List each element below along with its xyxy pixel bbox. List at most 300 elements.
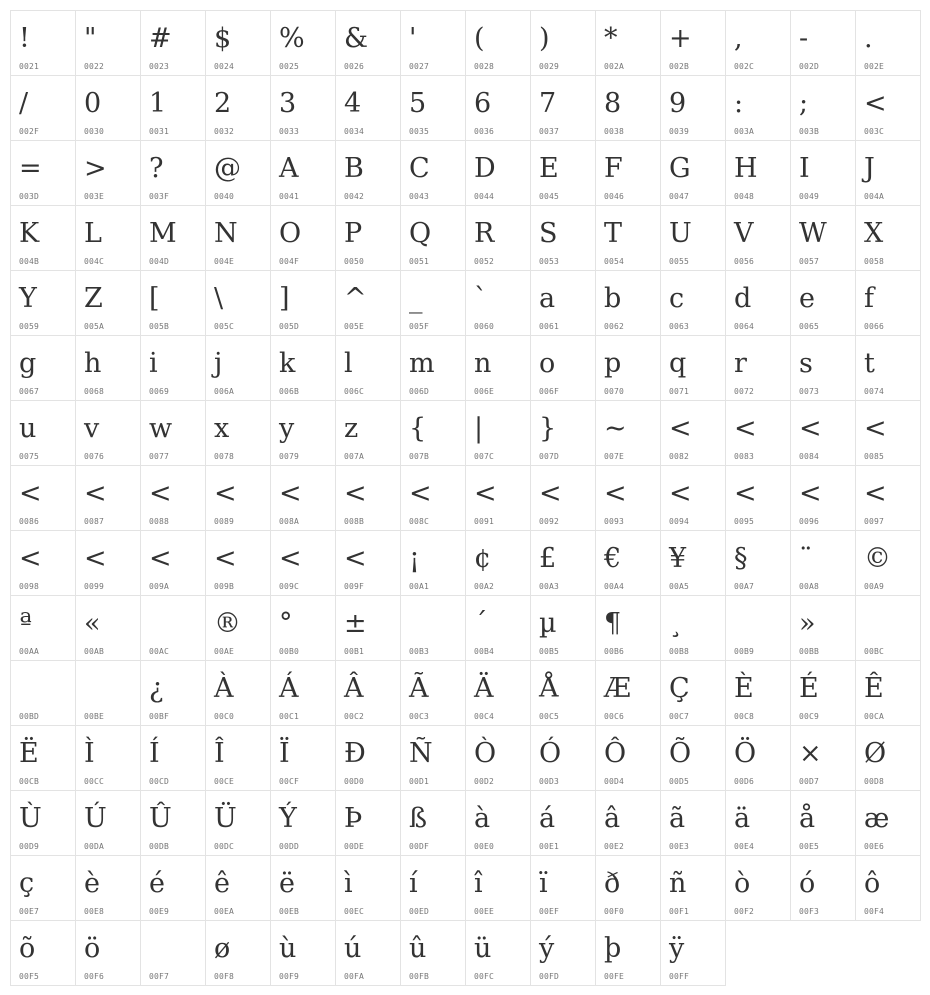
glyph-character: <: [864, 478, 887, 509]
glyph-codepoint: 0045: [539, 192, 560, 201]
glyph-character: v: [84, 413, 100, 444]
glyph-cell: [205, 465, 271, 531]
glyph-codepoint: 002F: [19, 127, 40, 136]
glyph-character: Ù: [19, 803, 42, 834]
glyph-character: $: [214, 23, 232, 54]
glyph-cell: [140, 595, 206, 661]
glyph-character: ò: [734, 868, 751, 899]
glyph-character: #: [149, 23, 172, 54]
glyph-cell: [10, 920, 76, 986]
glyph-codepoint: 00CD: [149, 777, 170, 786]
glyph-cell: [465, 920, 531, 986]
glyph-character: ¢: [474, 543, 492, 574]
glyph-codepoint: 0059: [19, 322, 40, 331]
glyph-cell: [465, 335, 531, 401]
glyph-character: ¶: [604, 608, 622, 639]
glyph-character: L: [84, 218, 102, 249]
glyph-cell: [530, 140, 596, 206]
glyph-cell: [140, 855, 206, 921]
glyph-character: [: [149, 283, 160, 314]
glyph-codepoint: 00D6: [734, 777, 755, 786]
glyph-codepoint: 00EB: [279, 907, 300, 916]
glyph-character: <: [279, 478, 302, 509]
glyph-cell: [10, 725, 76, 791]
glyph-character: (: [474, 23, 485, 54]
glyph-character: Z: [84, 283, 103, 314]
glyph-character: P: [344, 218, 363, 249]
glyph-cell: [725, 530, 791, 596]
glyph-cell: [660, 530, 726, 596]
glyph-cell: [725, 725, 791, 791]
glyph-character: <: [734, 478, 757, 509]
glyph-character: <: [279, 543, 302, 574]
glyph-character: 0: [84, 88, 102, 119]
glyph-cell: [725, 75, 791, 141]
glyph-codepoint: 005D: [279, 322, 300, 331]
glyph-character: Þ: [344, 803, 363, 834]
glyph-codepoint: 00F8: [214, 972, 235, 981]
glyph-cell: [465, 140, 531, 206]
glyph-codepoint: 007E: [604, 452, 625, 461]
glyph-cell: [790, 530, 856, 596]
glyph-character: 4: [344, 88, 362, 119]
glyph-codepoint: 00A3: [539, 582, 560, 591]
glyph-codepoint: 00CC: [84, 777, 105, 786]
glyph-cell: [465, 270, 531, 336]
glyph-character: Í: [149, 738, 160, 769]
glyph-cell: [75, 465, 141, 531]
glyph-codepoint: 00C4: [474, 712, 495, 721]
glyph-cell: [790, 400, 856, 466]
glyph-character: %: [279, 23, 305, 54]
glyph-character: <: [864, 88, 887, 119]
glyph-character: q: [669, 348, 687, 379]
glyph-cell: [400, 140, 466, 206]
glyph-character: ): [539, 23, 550, 54]
glyph-cell: [335, 465, 401, 531]
glyph-cell: [595, 465, 661, 531]
glyph-character: î: [474, 868, 483, 899]
glyph-character: €: [604, 543, 622, 574]
glyph-character: ù: [279, 933, 297, 964]
glyph-character: È: [734, 673, 754, 704]
glyph-codepoint: 0077: [149, 452, 170, 461]
glyph-character: »: [799, 608, 816, 639]
glyph-character: ¸: [669, 608, 683, 639]
glyph-character: Ï: [279, 738, 290, 769]
glyph-character: ?: [149, 153, 164, 184]
glyph-cell: [400, 595, 466, 661]
glyph-character: <: [669, 413, 692, 444]
glyph-character: 8: [604, 88, 622, 119]
glyph-codepoint: 005C: [214, 322, 235, 331]
glyph-codepoint: 0070: [604, 387, 625, 396]
glyph-cell: [660, 790, 726, 856]
glyph-cell: [75, 530, 141, 596]
glyph-codepoint: 0095: [734, 517, 755, 526]
glyph-character: ó: [799, 868, 816, 899]
glyph-cell: [335, 660, 401, 726]
glyph-character: ": [84, 23, 97, 54]
glyph-cell: [790, 725, 856, 791]
glyph-character: >: [84, 153, 107, 184]
glyph-cell: [270, 530, 336, 596]
glyph-codepoint: 006F: [539, 387, 560, 396]
glyph-cell: [75, 725, 141, 791]
glyph-codepoint: 0028: [474, 62, 495, 71]
glyph-codepoint: 0098: [19, 582, 40, 591]
glyph-character: ]: [279, 283, 290, 314]
glyph-character: Å: [539, 673, 559, 704]
glyph-cell: [595, 140, 661, 206]
glyph-codepoint: 002D: [799, 62, 820, 71]
glyph-cell: [335, 270, 401, 336]
glyph-codepoint: 008C: [409, 517, 430, 526]
glyph-character: ': [409, 23, 417, 54]
glyph-codepoint: 0022: [84, 62, 105, 71]
glyph-cell: [10, 335, 76, 401]
glyph-cell: [335, 790, 401, 856]
glyph-character: ñ: [669, 868, 687, 899]
glyph-cell: [400, 725, 466, 791]
glyph-codepoint: 00CE: [214, 777, 235, 786]
glyph-cell: [205, 660, 271, 726]
glyph-codepoint: 00E2: [604, 842, 625, 851]
glyph-codepoint: 0089: [214, 517, 235, 526]
glyph-codepoint: 0062: [604, 322, 625, 331]
glyph-cell: [660, 140, 726, 206]
glyph-character: Ö: [734, 738, 757, 769]
glyph-cell: [270, 10, 336, 76]
glyph-character: G: [669, 153, 691, 184]
glyph-character: §: [734, 543, 748, 574]
glyph-codepoint: 003D: [19, 192, 40, 201]
glyph-character: <: [19, 478, 42, 509]
glyph-character: Ì: [84, 738, 95, 769]
glyph-cell: [75, 595, 141, 661]
glyph-character: e: [799, 283, 815, 314]
glyph-character: Ç: [669, 673, 690, 704]
glyph-codepoint: 00EC: [344, 907, 365, 916]
glyph-cell: [790, 205, 856, 271]
glyph-codepoint: 00D1: [409, 777, 430, 786]
glyph-cell: [335, 725, 401, 791]
glyph-cell: [400, 530, 466, 596]
glyph-cell: [725, 400, 791, 466]
glyph-cell: [270, 595, 336, 661]
glyph-character: ë: [279, 868, 295, 899]
glyph-character: ±: [344, 608, 367, 639]
glyph-codepoint: 0073: [799, 387, 820, 396]
glyph-cell: [855, 140, 921, 206]
glyph-codepoint: 0041: [279, 192, 300, 201]
glyph-cell: [205, 595, 271, 661]
glyph-cell: [400, 660, 466, 726]
glyph-character: 6: [474, 88, 492, 119]
glyph-codepoint: 0023: [149, 62, 170, 71]
glyph-codepoint: 00D5: [669, 777, 690, 786]
glyph-character: D: [474, 153, 496, 184]
glyph-codepoint: 0063: [669, 322, 690, 331]
glyph-character: 7: [539, 88, 557, 119]
glyph-character: j: [214, 348, 223, 379]
glyph-codepoint: 00B0: [279, 647, 300, 656]
glyph-codepoint: 00A1: [409, 582, 430, 591]
glyph-codepoint: 00D8: [864, 777, 885, 786]
glyph-cell: [660, 920, 726, 986]
glyph-codepoint: 00A7: [734, 582, 755, 591]
glyph-character: <: [409, 478, 432, 509]
glyph-character: 3: [279, 88, 297, 119]
glyph-character: :: [734, 88, 744, 119]
glyph-cell: [335, 140, 401, 206]
glyph-codepoint: 005F: [409, 322, 430, 331]
glyph-cell: [140, 920, 206, 986]
glyph-character: }: [539, 413, 557, 444]
glyph-codepoint: 0027: [409, 62, 430, 71]
glyph-codepoint: 0076: [84, 452, 105, 461]
glyph-codepoint: 006E: [474, 387, 495, 396]
glyph-cell: [725, 465, 791, 531]
glyph-codepoint: 00E4: [734, 842, 755, 851]
glyph-character: K: [19, 218, 40, 249]
glyph-cell: [660, 75, 726, 141]
glyph-codepoint: 00E5: [799, 842, 820, 851]
glyph-cell: [855, 595, 921, 661]
glyph-cell: [530, 530, 596, 596]
glyph-cell: [530, 10, 596, 76]
glyph-cell: [335, 10, 401, 76]
glyph-cell: [10, 530, 76, 596]
glyph-cell: [140, 335, 206, 401]
glyph-character: å: [799, 803, 816, 834]
glyph-cell: [335, 595, 401, 661]
glyph-codepoint: 00DD: [279, 842, 300, 851]
glyph-cell: [465, 75, 531, 141]
glyph-character: I: [799, 153, 810, 184]
glyph-cell: [530, 855, 596, 921]
glyph-character: <: [214, 478, 237, 509]
glyph-cell: [660, 660, 726, 726]
glyph-character: A: [279, 153, 299, 184]
glyph-character: «: [84, 608, 101, 639]
glyph-codepoint: 009A: [149, 582, 170, 591]
glyph-cell: [205, 205, 271, 271]
glyph-cell: [595, 270, 661, 336]
glyph-cell: [855, 75, 921, 141]
glyph-cell: [10, 205, 76, 271]
glyph-cell: [400, 465, 466, 531]
glyph-codepoint: 00B6: [604, 647, 625, 656]
glyph-codepoint: 0049: [799, 192, 820, 201]
glyph-cell: [205, 75, 271, 141]
glyph-codepoint: 00F7: [149, 972, 170, 981]
glyph-codepoint: 008B: [344, 517, 365, 526]
glyph-codepoint: 0046: [604, 192, 625, 201]
glyph-codepoint: 004E: [214, 257, 235, 266]
glyph-character: {: [409, 413, 427, 444]
glyph-cell: [75, 75, 141, 141]
glyph-codepoint: 0042: [344, 192, 365, 201]
glyph-cell: [530, 725, 596, 791]
glyph-codepoint: 0047: [669, 192, 690, 201]
glyph-codepoint: 00DE: [344, 842, 365, 851]
glyph-cell: [335, 205, 401, 271]
glyph-cell: [595, 920, 661, 986]
glyph-cell: [270, 270, 336, 336]
glyph-codepoint: 00E7: [19, 907, 40, 916]
glyph-character: Ò: [474, 738, 497, 769]
glyph-cell: [725, 140, 791, 206]
glyph-codepoint: 002C: [734, 62, 755, 71]
glyph-codepoint: 00BF: [149, 712, 170, 721]
glyph-codepoint: 0079: [279, 452, 300, 461]
glyph-character: ô: [864, 868, 881, 899]
glyph-cell: [595, 595, 661, 661]
glyph-character: Ä: [474, 673, 494, 704]
glyph-cell: [205, 790, 271, 856]
glyph-cell: [790, 335, 856, 401]
glyph-codepoint: 00BB: [799, 647, 820, 656]
glyph-cell: [10, 595, 76, 661]
glyph-codepoint: 004F: [279, 257, 300, 266]
glyph-character: u: [19, 413, 37, 444]
glyph-codepoint: 0099: [84, 582, 105, 591]
glyph-character: ý: [539, 933, 555, 964]
glyph-character: m: [409, 348, 435, 379]
glyph-character: @: [214, 153, 241, 184]
glyph-cell: [400, 335, 466, 401]
glyph-codepoint: 007C: [474, 452, 495, 461]
glyph-character: ;: [799, 88, 809, 119]
glyph-character: µ: [539, 608, 557, 639]
glyph-character: ü: [474, 933, 492, 964]
glyph-cell: [790, 465, 856, 531]
glyph-character: <: [149, 543, 172, 574]
glyph-character: ¨: [799, 543, 813, 574]
glyph-codepoint: 0075: [19, 452, 40, 461]
glyph-codepoint: 003A: [734, 127, 755, 136]
glyph-character: H: [734, 153, 758, 184]
glyph-codepoint: 00F5: [19, 972, 40, 981]
glyph-cell: [465, 530, 531, 596]
glyph-character: -: [799, 23, 809, 54]
glyph-cell: [205, 725, 271, 791]
glyph-character: _: [409, 283, 423, 314]
glyph-codepoint: 00FB: [409, 972, 430, 981]
glyph-codepoint: 00D0: [344, 777, 365, 786]
glyph-cell: [725, 205, 791, 271]
glyph-cell: [790, 660, 856, 726]
glyph-codepoint: 0031: [149, 127, 170, 136]
glyph-codepoint: 0078: [214, 452, 235, 461]
glyph-character: <: [799, 413, 822, 444]
glyph-cell: [400, 10, 466, 76]
glyph-character: û: [409, 933, 427, 964]
glyph-codepoint: 0094: [669, 517, 690, 526]
glyph-cell: [10, 855, 76, 921]
glyph-codepoint: 00B8: [669, 647, 690, 656]
glyph-codepoint: 0061: [539, 322, 560, 331]
glyph-cell: [400, 790, 466, 856]
glyph-codepoint: 00DF: [409, 842, 430, 851]
glyph-character: ®: [214, 608, 241, 639]
glyph-cell: [140, 725, 206, 791]
glyph-codepoint: 00ED: [409, 907, 430, 916]
glyph-codepoint: 006D: [409, 387, 430, 396]
glyph-cell: [10, 75, 76, 141]
glyph-codepoint: 00E1: [539, 842, 560, 851]
glyph-codepoint: 0044: [474, 192, 495, 201]
glyph-character: z: [344, 413, 359, 444]
glyph-codepoint: 00DA: [84, 842, 105, 851]
glyph-character: k: [279, 348, 296, 379]
glyph-character: C: [409, 153, 430, 184]
glyph-codepoint: 00A5: [669, 582, 690, 591]
glyph-cell: [530, 920, 596, 986]
glyph-character: ¡: [409, 543, 420, 574]
glyph-character: R: [474, 218, 495, 249]
glyph-cell: [140, 660, 206, 726]
glyph-character: <: [474, 478, 497, 509]
glyph-codepoint: 0091: [474, 517, 495, 526]
glyph-cell: [465, 400, 531, 466]
glyph-character: x: [214, 413, 230, 444]
glyph-cell: [465, 660, 531, 726]
glyph-character: O: [279, 218, 302, 249]
glyph-cell: [10, 10, 76, 76]
glyph-codepoint: 00B4: [474, 647, 495, 656]
glyph-cell: [790, 855, 856, 921]
glyph-cell: [725, 790, 791, 856]
glyph-codepoint: 0056: [734, 257, 755, 266]
glyph-character: <: [84, 478, 107, 509]
glyph-character: <: [864, 413, 887, 444]
glyph-codepoint: 0043: [409, 192, 430, 201]
glyph-character: /: [19, 88, 29, 119]
glyph-codepoint: 0071: [669, 387, 690, 396]
glyph-cell: [595, 790, 661, 856]
glyph-cell: [270, 75, 336, 141]
glyph-codepoint: 00A9: [864, 582, 885, 591]
glyph-character: d: [734, 283, 752, 314]
glyph-codepoint: 003E: [84, 192, 105, 201]
glyph-character: ´: [474, 608, 488, 639]
glyph-character: M: [149, 218, 177, 249]
glyph-cell: [660, 10, 726, 76]
glyph-codepoint: 0030: [84, 127, 105, 136]
glyph-codepoint: 00C3: [409, 712, 430, 721]
glyph-codepoint: 0060: [474, 322, 495, 331]
glyph-cell: [205, 140, 271, 206]
glyph-cell: [790, 270, 856, 336]
glyph-codepoint: 0054: [604, 257, 625, 266]
glyph-codepoint: 009C: [279, 582, 300, 591]
glyph-cell: [75, 270, 141, 336]
glyph-character: Ó: [539, 738, 562, 769]
glyph-codepoint: 00D3: [539, 777, 560, 786]
glyph-cell: [75, 10, 141, 76]
glyph-cell: [530, 270, 596, 336]
glyph-cell: [270, 335, 336, 401]
glyph-character: ÿ: [669, 933, 685, 964]
glyph-codepoint: 0040: [214, 192, 235, 201]
glyph-codepoint: 00F2: [734, 907, 755, 916]
glyph-codepoint: 0085: [864, 452, 885, 461]
glyph-codepoint: 006A: [214, 387, 235, 396]
glyph-cell: [205, 335, 271, 401]
glyph-cell: [335, 855, 401, 921]
